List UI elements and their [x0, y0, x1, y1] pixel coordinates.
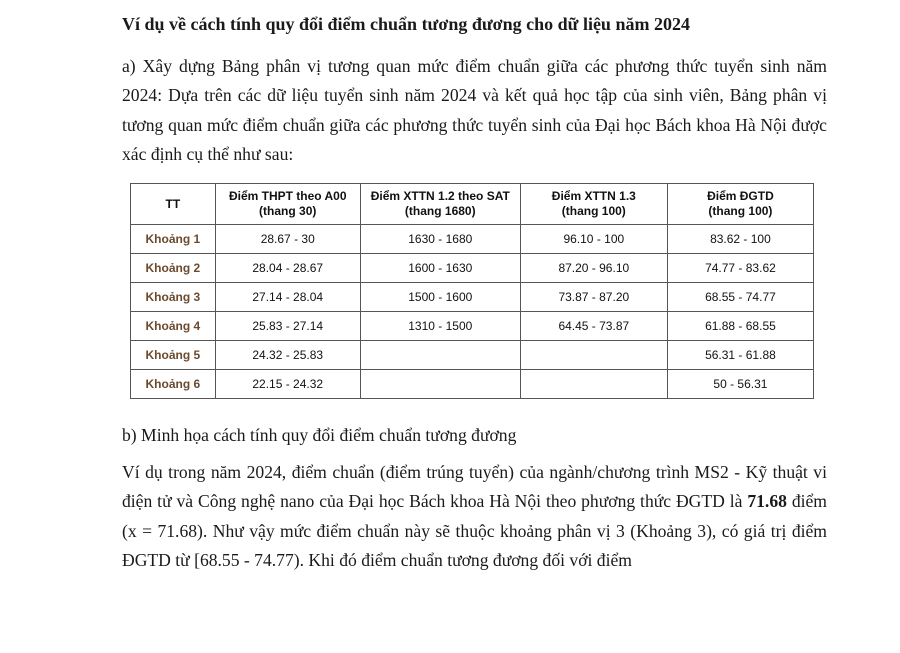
header-sat: Điểm XTTN 1.2 theo SAT (thang 1680) — [360, 184, 520, 225]
section-a-paragraph: a) Xây dựng Bảng phân vị tương quan mức điểm chuẩn giữa các phương thức tuyển sinh năm 2024: Dựa trên các dữ liệu tuyển sinh năm 2024 và kết quả học tập của sinh viên, Bảng phân vị tương quan mức điểm chuẩn giữa các phương thức tuyển sinh của Đại học Bách khoa Hà Nội được xác định cụ thể như sau: — [122, 56, 827, 164]
cell-thpt: 27.14 - 28.04 — [215, 283, 360, 312]
header-thpt: Điểm THPT theo A00 (thang 30) — [215, 184, 360, 225]
row-label: Khoảng 4 — [131, 312, 216, 341]
cell-xttn13: 73.87 - 87.20 — [520, 283, 667, 312]
cell-thpt: 25.83 - 27.14 — [215, 312, 360, 341]
table-row — [131, 370, 814, 399]
example-paragraph — [122, 458, 827, 575]
row-label: Khoảng 2 — [131, 254, 216, 283]
cell-dgtd: 74.77 - 83.62 — [667, 254, 813, 283]
row-label: Khoảng 5 — [131, 341, 216, 370]
table-row — [131, 312, 814, 341]
benchmark-score: 71.68 — [747, 491, 787, 512]
document-heading: Ví dụ về cách tính quy đổi điểm chuẩn tương đương cho dữ liệu năm 2024 — [122, 14, 690, 34]
cell-xttn13: 64.45 - 73.87 — [520, 312, 667, 341]
cell-dgtd: 50 - 56.31 — [667, 370, 813, 399]
cell-sat: 1600 - 1630 — [360, 254, 520, 283]
cell-dgtd: 61.88 - 68.55 — [667, 312, 813, 341]
row-label: Khoảng 3 — [131, 283, 216, 312]
table-header-row — [131, 184, 814, 225]
row-label: Khoảng 6 — [131, 370, 216, 399]
cell-thpt: 28.67 - 30 — [215, 225, 360, 254]
cell-sat: 1500 - 1600 — [360, 283, 520, 312]
table-row — [131, 341, 814, 370]
cell-dgtd: 68.55 - 74.77 — [667, 283, 813, 312]
example-text-after: điểm (x = 71.68). Như vậy mức điểm chuẩn này sẽ thuộc khoảng phân vị 3 (Khoảng 3), có giá trị điểm ĐGTD từ [68.55 - 74.77). Khi đó điểm chuẩn tương đương đối với điểm — [122, 491, 827, 570]
cell-sat — [360, 341, 520, 370]
row-label: Khoảng 1 — [131, 225, 216, 254]
example-text-before: Ví dụ trong năm 2024, điểm chuẩn (điểm trúng tuyển) của ngành/chương trình MS2 - Kỹ thuật vi điện tử và Công nghệ nano của Đại học Bách khoa Hà Nội theo phương thức ĐGTD là — [122, 462, 827, 512]
header-tt: TT — [131, 184, 216, 225]
table-row — [131, 225, 814, 254]
cell-thpt: 22.15 - 24.32 — [215, 370, 360, 399]
cell-xttn13: 96.10 - 100 — [520, 225, 667, 254]
percentile-table — [130, 183, 814, 399]
table-row — [131, 254, 814, 283]
cell-xttn13: 87.20 - 96.10 — [520, 254, 667, 283]
section-b-heading: b) Minh họa cách tính quy đổi điểm chuẩn tương đương — [122, 425, 517, 445]
cell-sat — [360, 370, 520, 399]
cell-thpt: 24.32 - 25.83 — [215, 341, 360, 370]
header-dgtd: Điểm ĐGTD (thang 100) — [667, 184, 813, 225]
cell-dgtd: 56.31 - 61.88 — [667, 341, 813, 370]
table-row — [131, 283, 814, 312]
header-xttn13: Điểm XTTN 1.3 (thang 100) — [520, 184, 667, 225]
cell-sat: 1630 - 1680 — [360, 225, 520, 254]
cell-xttn13 — [520, 341, 667, 370]
cell-sat: 1310 - 1500 — [360, 312, 520, 341]
cell-xttn13 — [520, 370, 667, 399]
cell-dgtd: 83.62 - 100 — [667, 225, 813, 254]
cell-thpt: 28.04 - 28.67 — [215, 254, 360, 283]
